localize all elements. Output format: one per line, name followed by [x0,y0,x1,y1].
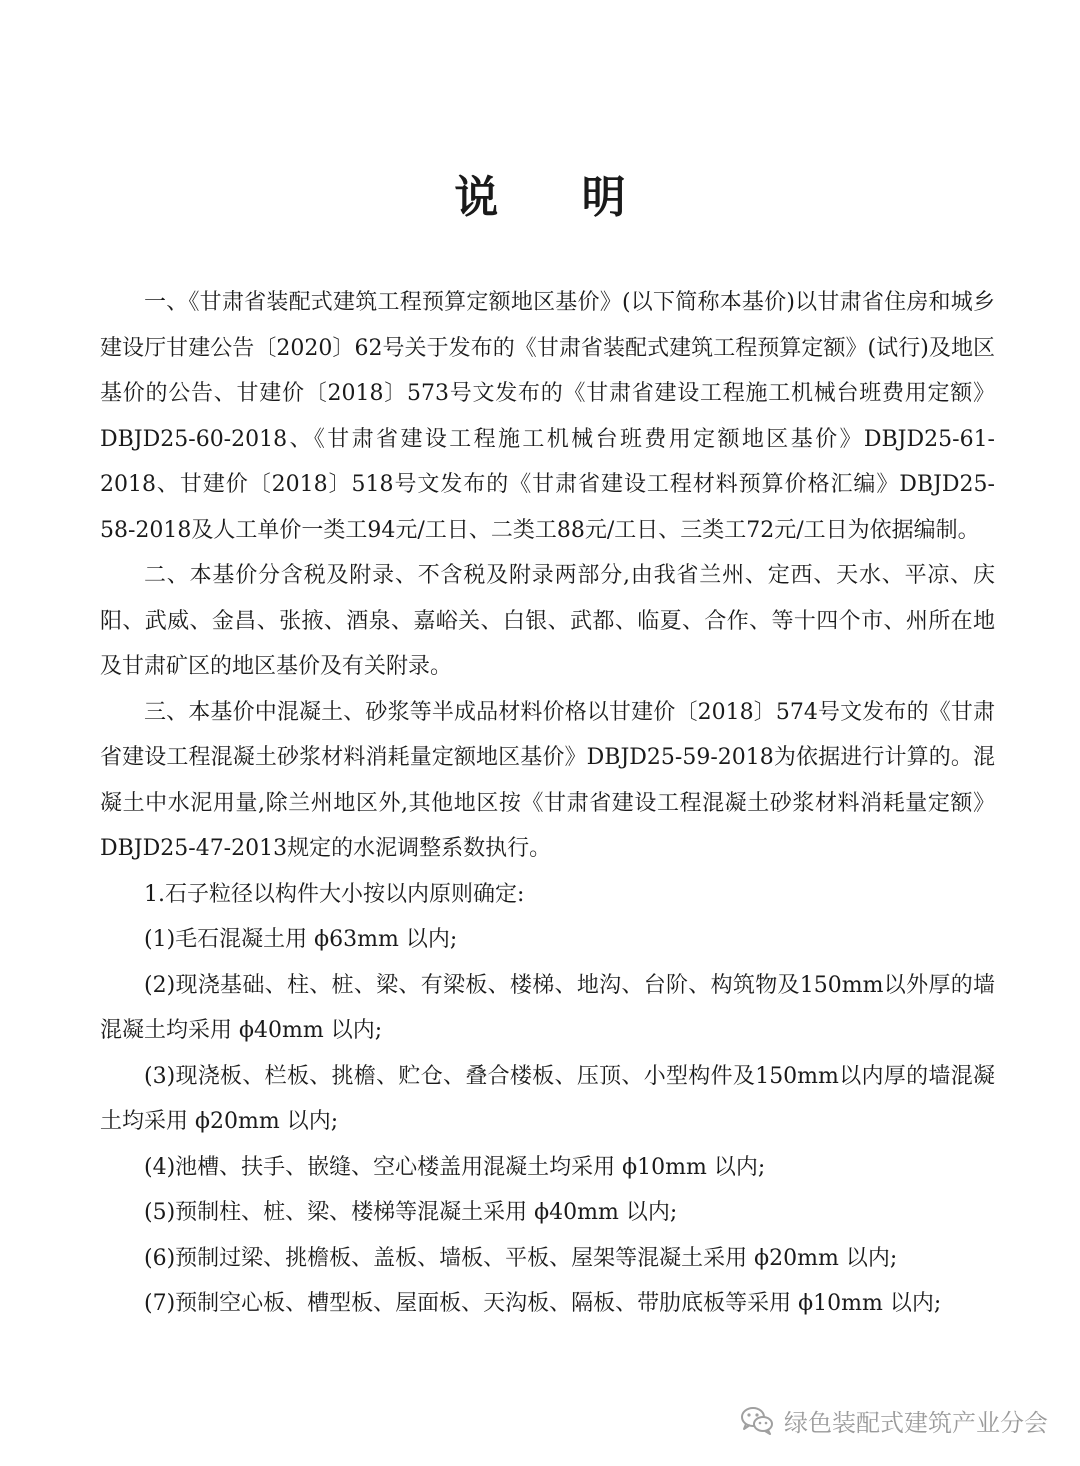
page-title: 说 明 [454,172,660,223]
paragraph-3: 三、本基价中混凝土、砂浆等半成品材料价格以甘建价〔2018〕574号文发布的《甘肃省建设工程混凝土砂浆材料消耗量定额地区基价》DBJD25-59-2018为依据进行计算的。混凝土中水泥用量,除兰州地区外,其他地区按《甘肃省建设工程混凝土砂浆材料消耗量定额》DBJD25-47-2013规定的水泥调整系数执行。 [100,699,995,861]
wechat-icon [740,1405,774,1435]
list-item-7: (7)预制空心板、槽型板、屋面板、天沟板、隔板、带肋底板等采用 ϕ10mm 以内; [144,1291,942,1316]
list-item-3: (3)现浇板、栏板、挑檐、贮仓、叠合楼板、压顶、小型构件及150mm以内厚的墙混凝土均采用 ϕ20mm 以内; [100,1063,995,1134]
list-item-5: (5)预制柱、桩、梁、楼梯等混凝土采用 ϕ40mm 以内; [144,1200,678,1225]
list-item-1: (1)毛石混凝土用 ϕ63mm 以内; [144,927,458,952]
watermark-text: 绿色装配式建筑产业分会 [784,1408,1048,1437]
document-body [100,280,995,1327]
list-item-4: (4)池槽、扶手、嵌缝、空心楼盖用混凝土均采用 ϕ10mm 以内; [144,1154,766,1180]
paragraph-2: 二、本基价分含税及附录、不含税及附录两部分,由我省兰州、定西、天水、平凉、庆阳、武威、金昌、张掖、酒泉、嘉峪关、白银、武都、临夏、合作、等十四个市、州所在地及甘肃矿区的地区基价及有关附录。 [100,563,995,679]
list-heading: 1.石子粒径以构件大小按以内原则确定: [144,881,525,907]
list-item-6: (6)预制过梁、挑檐板、盖板、墙板、平板、屋架等混凝土采用 ϕ20mm 以内; [144,1245,898,1271]
watermark [740,1398,1048,1442]
list-item-2: (2)现浇基础、柱、桩、梁、有梁板、楼梯、地沟、台阶、构筑物及150mm以外厚的墙混凝土均采用 ϕ40mm 以内; [100,972,995,1043]
paragraph-1: 一、《甘肃省装配式建筑工程预算定额地区基价》(以下简称本基价)以甘肃省住房和城乡建设厅甘建公告〔2020〕62号关于发布的《甘肃省装配式建筑工程预算定额》(试行)及地区基价的公告、甘建价〔2018〕573号文发布的《甘肃省建设工程施工机械台班费用定额》DBJD25-60-2018、《甘肃省建设工程施工机械台班费用定额地区基价》DBJD25-61-2018、甘建价〔2018〕518号文发布的《甘肃省建设工程材料预算价格汇编》DBJD25-58-2018及人工单价一类工94元/工日、二类工88元/工日、三类工72元/工日为依据编制。 [100,290,995,543]
